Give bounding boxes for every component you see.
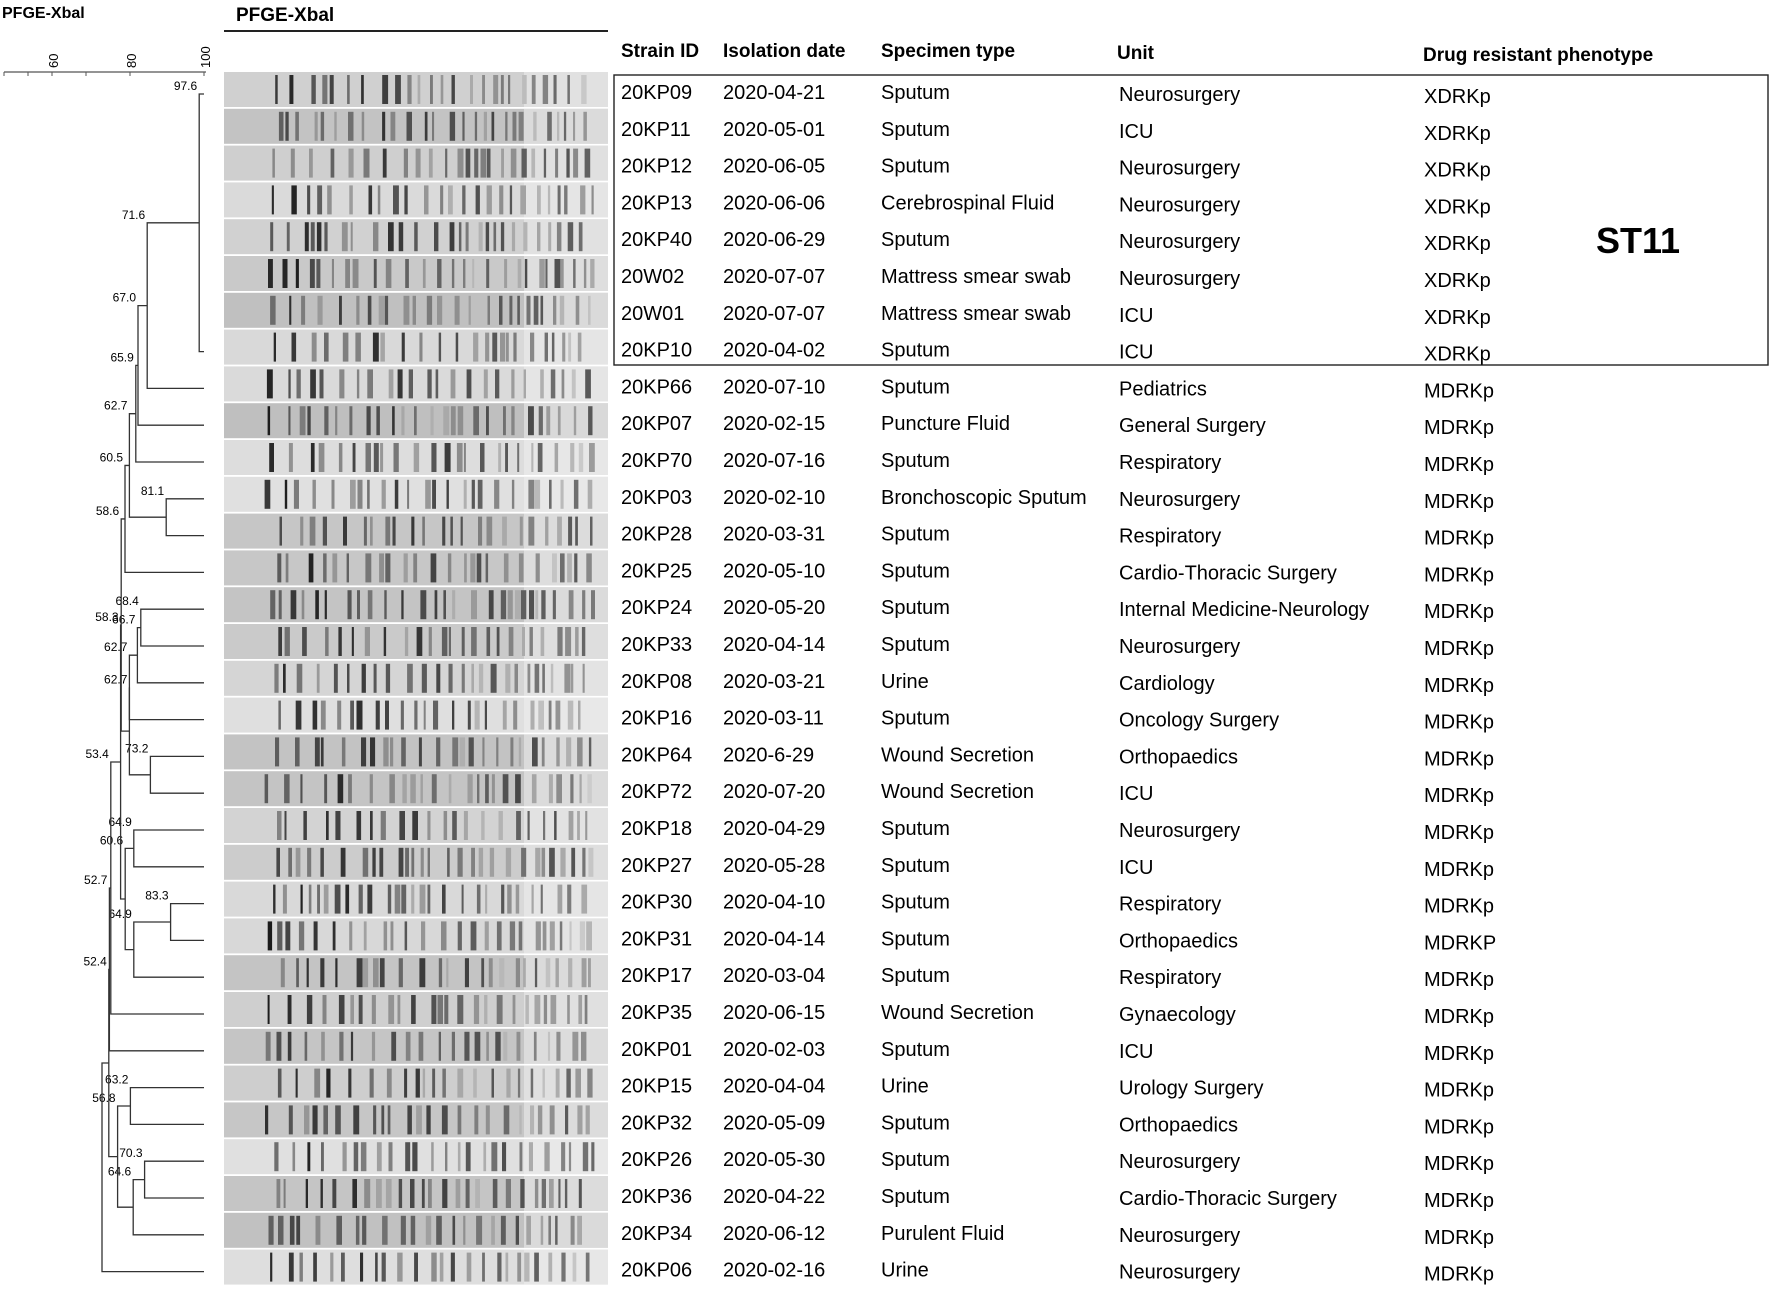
cell-unit: Neurosurgery — [1119, 1224, 1241, 1247]
cell-strain-id: 20KP26 — [621, 1149, 693, 1172]
cell-phenotype: MDRKp — [1424, 527, 1495, 550]
cell-specimen-type: Puncture Fluid — [881, 413, 1010, 436]
cell-specimen-type: Sputum — [881, 523, 950, 546]
cell-strain-id: 20KP64 — [621, 744, 693, 767]
cell-specimen-type: Sputum — [881, 560, 950, 583]
cell-isolation-date: 2020-04-22 — [723, 1186, 826, 1208]
cell-strain-id: 20KP27 — [621, 854, 693, 877]
cell-strain-id: 20KP06 — [621, 1259, 693, 1282]
cell-unit: Neurosurgery — [1119, 636, 1241, 658]
cell-strain-id: 20KP32 — [621, 1112, 693, 1135]
cell-strain-id: 20KP36 — [621, 1186, 693, 1208]
dendrogram-node-label: 52.4 — [83, 954, 107, 969]
cell-phenotype: MDRKp — [1424, 1190, 1495, 1212]
cell-phenotype: MDRKP — [1424, 932, 1497, 955]
cell-specimen-type: Sputum — [881, 82, 950, 104]
cell-isolation-date: 2020-04-21 — [723, 82, 826, 104]
cell-isolation-date: 2020-03-04 — [723, 965, 826, 988]
cell-specimen-type: Mattress smear swab — [881, 302, 1072, 325]
cell-isolation-date: 2020-04-04 — [723, 1075, 826, 1098]
cell-strain-id: 20KP12 — [621, 155, 693, 178]
cell-phenotype: MDRKp — [1424, 969, 1495, 992]
dendrogram-node-label: 60.6 — [99, 833, 124, 848]
cell-unit: Orthopaedics — [1119, 746, 1238, 769]
cell-strain-id: 20KP70 — [621, 450, 693, 472]
cell-specimen-type: Sputum — [881, 155, 950, 178]
cell-strain-id: 20KP13 — [621, 192, 693, 215]
dendrogram-node-label: 64.9 — [108, 907, 132, 921]
dendrogram-node-label: 97.6 — [173, 79, 198, 93]
cell-isolation-date: 2020-06-29 — [723, 229, 826, 252]
scale-label-60: 60 — [46, 53, 61, 68]
cell-phenotype: MDRKp — [1424, 638, 1495, 660]
gel-lane — [224, 771, 608, 806]
gel-lane — [224, 72, 608, 107]
cell-unit: Internal Medicine-Neurology — [1119, 599, 1370, 622]
dendrogram-node-label: 62.7 — [104, 398, 128, 413]
cell-phenotype: XDRKp — [1424, 306, 1491, 329]
cell-strain-id: 20KP31 — [621, 928, 693, 951]
cell-strain-id: 20KP09 — [621, 82, 693, 104]
dendrogram-node-label: 65.9 — [110, 350, 134, 365]
cell-unit: Oncology Surgery — [1119, 709, 1280, 732]
cell-phenotype: MDRKp — [1424, 1042, 1495, 1065]
gel-lane — [224, 1066, 608, 1101]
gel-lane — [224, 882, 608, 917]
cell-specimen-type: Sputum — [881, 229, 950, 252]
cell-unit: Neurosurgery — [1119, 1261, 1241, 1284]
cell-strain-id: 20KP10 — [621, 339, 693, 362]
cell-phenotype: MDRKp — [1424, 564, 1495, 587]
cell-unit: Urology Surgery — [1119, 1077, 1264, 1100]
cell-strain-id: 20W02 — [621, 266, 685, 288]
cell-isolation-date: 2020-03-11 — [723, 707, 824, 730]
cell-isolation-date: 2020-03-21 — [723, 670, 826, 693]
cell-phenotype: MDRKp — [1424, 490, 1495, 513]
cell-unit: ICU — [1119, 783, 1154, 806]
cell-phenotype: MDRKp — [1424, 1226, 1495, 1249]
gel-lane — [224, 955, 608, 990]
cell-strain-id: 20KP35 — [621, 1002, 693, 1024]
cell-isolation-date: 2020-02-10 — [723, 486, 826, 509]
cell-isolation-date: 2020-04-14 — [723, 928, 826, 951]
cell-specimen-type: Urine — [881, 670, 929, 693]
cell-unit: ICU — [1119, 120, 1154, 143]
dendrogram-node-label: 63.2 — [105, 1072, 129, 1087]
cell-unit: Pediatrics — [1119, 378, 1207, 401]
st11-group-label: ST11 — [1596, 220, 1681, 261]
cell-unit: Neurosurgery — [1119, 1151, 1241, 1174]
cell-specimen-type: Sputum — [881, 1186, 950, 1208]
dendrogram-node-label: 66.7 — [112, 612, 136, 627]
gel-lane — [224, 366, 608, 401]
cell-strain-id: 20KP33 — [621, 634, 693, 656]
cell-phenotype: MDRKp — [1424, 417, 1495, 440]
cell-strain-id: 20KP03 — [621, 486, 693, 509]
cell-unit: Neurosurgery — [1119, 84, 1241, 106]
cell-unit: ICU — [1119, 304, 1154, 327]
cell-unit: Respiratory — [1119, 893, 1222, 916]
cell-specimen-type: Sputum — [881, 707, 950, 730]
cell-unit: Cardio-Thoracic Surgery — [1119, 1188, 1337, 1210]
gel-lane — [224, 992, 608, 1027]
cell-specimen-type: Sputum — [881, 928, 950, 951]
gel-title: PFGE-Xbal — [236, 5, 335, 26]
gel-lane — [224, 293, 608, 328]
cell-isolation-date: 2020-03-31 — [723, 523, 826, 546]
cell-isolation-date: 2020-06-05 — [723, 155, 826, 178]
cell-phenotype: MDRKp — [1424, 674, 1495, 697]
cell-isolation-date: 2020-07-07 — [723, 266, 826, 288]
dendrogram-node-label: 64.9 — [108, 815, 132, 829]
cell-unit: Neurosurgery — [1119, 488, 1241, 511]
cell-isolation-date: 2020-05-10 — [723, 560, 826, 583]
cell-specimen-type: Sputum — [881, 634, 950, 656]
cell-strain-id: 20KP07 — [621, 413, 693, 436]
cell-isolation-date: 2020-04-29 — [723, 818, 826, 840]
cell-strain-id: 20KP01 — [621, 1038, 693, 1061]
dendrogram-node-label: 68.4 — [115, 594, 139, 609]
gel-lane — [224, 1029, 608, 1064]
cell-specimen-type: Urine — [881, 1259, 929, 1282]
cell-specimen-type: Bronchoscopic Sputum — [881, 486, 1087, 509]
dendrogram-node-label: 53.4 — [85, 747, 109, 762]
cell-isolation-date: 2020-07-10 — [723, 376, 826, 399]
cell-unit: General Surgery — [1119, 415, 1266, 438]
cell-strain-id: 20KP16 — [621, 707, 693, 730]
header-strain-id: Strain ID — [621, 41, 700, 62]
dendrogram-node-label: 83.3 — [145, 888, 169, 903]
cell-unit: Respiratory — [1119, 452, 1222, 474]
cell-unit: Orthopaedics — [1119, 1114, 1238, 1137]
cell-strain-id: 20KP72 — [621, 781, 693, 804]
cell-phenotype: XDRKp — [1424, 159, 1491, 182]
cell-isolation-date: 2020-04-14 — [723, 634, 826, 656]
dendrogram-node-label: 58.6 — [95, 503, 120, 518]
cell-specimen-type: Urine — [881, 1075, 929, 1098]
cell-strain-id: 20KP24 — [621, 597, 693, 620]
cell-unit: ICU — [1119, 341, 1154, 364]
gel-lane — [224, 698, 608, 733]
cell-isolation-date: 2020-04-10 — [723, 891, 826, 914]
header-unit: Unit — [1117, 43, 1154, 64]
cell-phenotype: MDRKp — [1424, 711, 1495, 734]
dendrogram-node-label: 60.5 — [99, 450, 123, 465]
cell-isolation-date: 2020-05-01 — [723, 118, 826, 141]
gel-lane — [224, 109, 608, 144]
cell-specimen-type: Sputum — [881, 965, 950, 988]
dendrogram-title: PFGE-Xbal — [2, 5, 85, 22]
cell-isolation-date: 2020-05-28 — [723, 854, 826, 877]
cell-specimen-type: Sputum — [881, 891, 950, 914]
cell-phenotype: MDRKp — [1424, 822, 1495, 844]
cell-isolation-date: 2020-02-16 — [723, 1259, 826, 1282]
cell-phenotype: XDRKp — [1424, 196, 1491, 219]
cell-strain-id: 20KP17 — [621, 965, 693, 988]
header-phenotype: Drug resistant phenotype — [1423, 45, 1654, 66]
gel-lane — [224, 256, 608, 291]
scale-label-100: 100 — [198, 46, 213, 68]
cell-specimen-type: Sputum — [881, 376, 950, 399]
cell-phenotype: MDRKp — [1424, 1153, 1495, 1176]
cell-strain-id: 20KP30 — [621, 891, 693, 914]
cell-phenotype: MDRKp — [1424, 1006, 1495, 1028]
cell-specimen-type: Sputum — [881, 597, 950, 620]
cell-specimen-type: Cerebrospinal Fluid — [881, 192, 1055, 215]
cell-unit: ICU — [1119, 1040, 1154, 1063]
scale-label-80: 80 — [124, 53, 139, 68]
dendrogram-node-label: 81.1 — [140, 483, 165, 498]
cell-specimen-type: Mattress smear swab — [881, 266, 1072, 288]
cell-phenotype: MDRKp — [1424, 895, 1495, 918]
gel-lane — [224, 1139, 608, 1174]
dendrogram-node-label: 70.3 — [119, 1146, 143, 1161]
gel-lane — [224, 182, 608, 217]
cell-unit: Respiratory — [1119, 967, 1222, 990]
cell-specimen-type: Sputum — [881, 854, 950, 877]
header-specimen-type: Specimen type — [881, 41, 1016, 62]
cell-specimen-type: Sputum — [881, 118, 950, 141]
cell-isolation-date: 2020-05-09 — [723, 1112, 826, 1135]
cell-unit: Cardio-Thoracic Surgery — [1119, 562, 1337, 585]
gel-lane — [224, 845, 608, 880]
cell-specimen-type: Sputum — [881, 339, 950, 362]
cell-strain-id: 20KP15 — [621, 1075, 693, 1098]
cell-unit: Neurosurgery — [1119, 268, 1241, 290]
cell-phenotype: MDRKp — [1424, 785, 1495, 808]
cell-specimen-type: Sputum — [881, 818, 950, 840]
gel-lane — [224, 587, 608, 622]
dendrogram-node-label: 67.0 — [112, 290, 136, 305]
gel-lane — [224, 808, 608, 843]
cell-specimen-type: Wound Secretion — [881, 781, 1035, 804]
cell-isolation-date: 2020-6-29 — [723, 744, 815, 767]
cell-unit: Gynaecology — [1119, 1004, 1236, 1026]
cell-phenotype: MDRKp — [1424, 1116, 1495, 1139]
cell-phenotype: MDRKp — [1424, 858, 1495, 881]
cell-specimen-type: Sputum — [881, 1112, 950, 1135]
cell-unit: Neurosurgery — [1119, 231, 1241, 254]
cell-phenotype: MDRKp — [1424, 1263, 1495, 1286]
header-isolation-date: Isolation date — [723, 41, 846, 62]
cell-specimen-type: Sputum — [881, 1038, 950, 1061]
cell-unit: Neurosurgery — [1119, 194, 1241, 217]
cell-specimen-type: Purulent Fluid — [881, 1222, 1005, 1245]
gel-lane — [224, 440, 608, 475]
cell-isolation-date: 2020-04-02 — [723, 339, 826, 362]
gel-lane — [224, 219, 608, 254]
cell-phenotype: XDRKp — [1424, 343, 1491, 366]
cell-isolation-date: 2020-06-12 — [723, 1222, 826, 1245]
cell-strain-id: 20KP40 — [621, 229, 693, 252]
cell-unit: ICU — [1119, 856, 1154, 879]
gel-lane — [224, 403, 608, 438]
cell-isolation-date: 2020-05-20 — [723, 597, 826, 620]
gel-lane — [224, 1213, 608, 1248]
cell-phenotype: XDRKp — [1424, 122, 1491, 145]
cell-specimen-type: Sputum — [881, 1149, 950, 1172]
cell-unit: Orthopaedics — [1119, 930, 1238, 953]
dendrogram-node-label: 62.7 — [104, 640, 128, 655]
dendrogram-node-label: 56.8 — [92, 1091, 116, 1105]
pfge-gel-image — [224, 72, 608, 1285]
cell-isolation-date: 2020-05-30 — [723, 1149, 826, 1172]
cell-phenotype: MDRKp — [1424, 454, 1495, 476]
cell-strain-id: 20W01 — [621, 302, 685, 325]
gel-lane — [224, 514, 608, 549]
cell-isolation-date: 2020-02-15 — [723, 413, 826, 436]
gel-lane — [224, 477, 608, 512]
cell-unit: Neurosurgery — [1119, 820, 1241, 842]
cell-unit: Cardiology — [1119, 672, 1215, 695]
cell-strain-id: 20KP25 — [621, 560, 693, 583]
gel-lane — [224, 330, 608, 365]
cell-unit: Respiratory — [1119, 525, 1222, 548]
cell-strain-id: 20KP18 — [621, 818, 693, 840]
gel-lane — [224, 918, 608, 953]
dendrogram-node-label: 64.6 — [107, 1164, 132, 1179]
cell-phenotype: XDRKp — [1424, 270, 1491, 292]
dendrogram-node-label: 52.7 — [84, 873, 108, 888]
gel-lane — [224, 1250, 608, 1285]
cell-strain-id: 20KP08 — [621, 670, 693, 693]
dendrogram-node-label: 71.6 — [121, 207, 146, 222]
dendrogram-node-label: 73.2 — [125, 741, 149, 756]
cell-phenotype: XDRKp — [1424, 233, 1491, 256]
cell-strain-id: 20KP28 — [621, 523, 693, 546]
cell-strain-id: 20KP66 — [621, 376, 693, 399]
cell-strain-id: 20KP34 — [621, 1222, 693, 1245]
dendrogram-node-label: 58.3 — [95, 610, 119, 625]
gel-lane — [224, 550, 608, 585]
cell-isolation-date: 2020-06-06 — [723, 192, 826, 215]
gel-lane — [224, 1176, 608, 1211]
cell-isolation-date: 2020-07-07 — [723, 302, 826, 325]
cell-specimen-type: Wound Secretion — [881, 1002, 1035, 1024]
cell-unit: Neurosurgery — [1119, 157, 1241, 180]
cell-specimen-type: Sputum — [881, 450, 950, 472]
cell-isolation-date: 2020-07-16 — [723, 450, 826, 472]
cell-isolation-date: 2020-06-15 — [723, 1002, 826, 1024]
gel-lane — [224, 1102, 608, 1137]
dendrogram-node-label: 62.7 — [104, 672, 128, 687]
cell-phenotype: MDRKp — [1424, 748, 1495, 771]
cell-phenotype: XDRKp — [1424, 86, 1491, 108]
gel-lane — [224, 624, 608, 659]
gel-lane — [224, 734, 608, 769]
cell-phenotype: MDRKp — [1424, 601, 1495, 624]
cell-phenotype: MDRKp — [1424, 1079, 1495, 1102]
cell-strain-id: 20KP11 — [621, 118, 691, 141]
cell-specimen-type: Wound Secretion — [881, 744, 1035, 767]
cell-isolation-date: 2020-02-03 — [723, 1038, 826, 1061]
gel-lane — [224, 661, 608, 696]
gel-lane — [224, 146, 608, 181]
cell-phenotype: MDRKp — [1424, 380, 1495, 403]
cell-isolation-date: 2020-07-20 — [723, 781, 826, 804]
